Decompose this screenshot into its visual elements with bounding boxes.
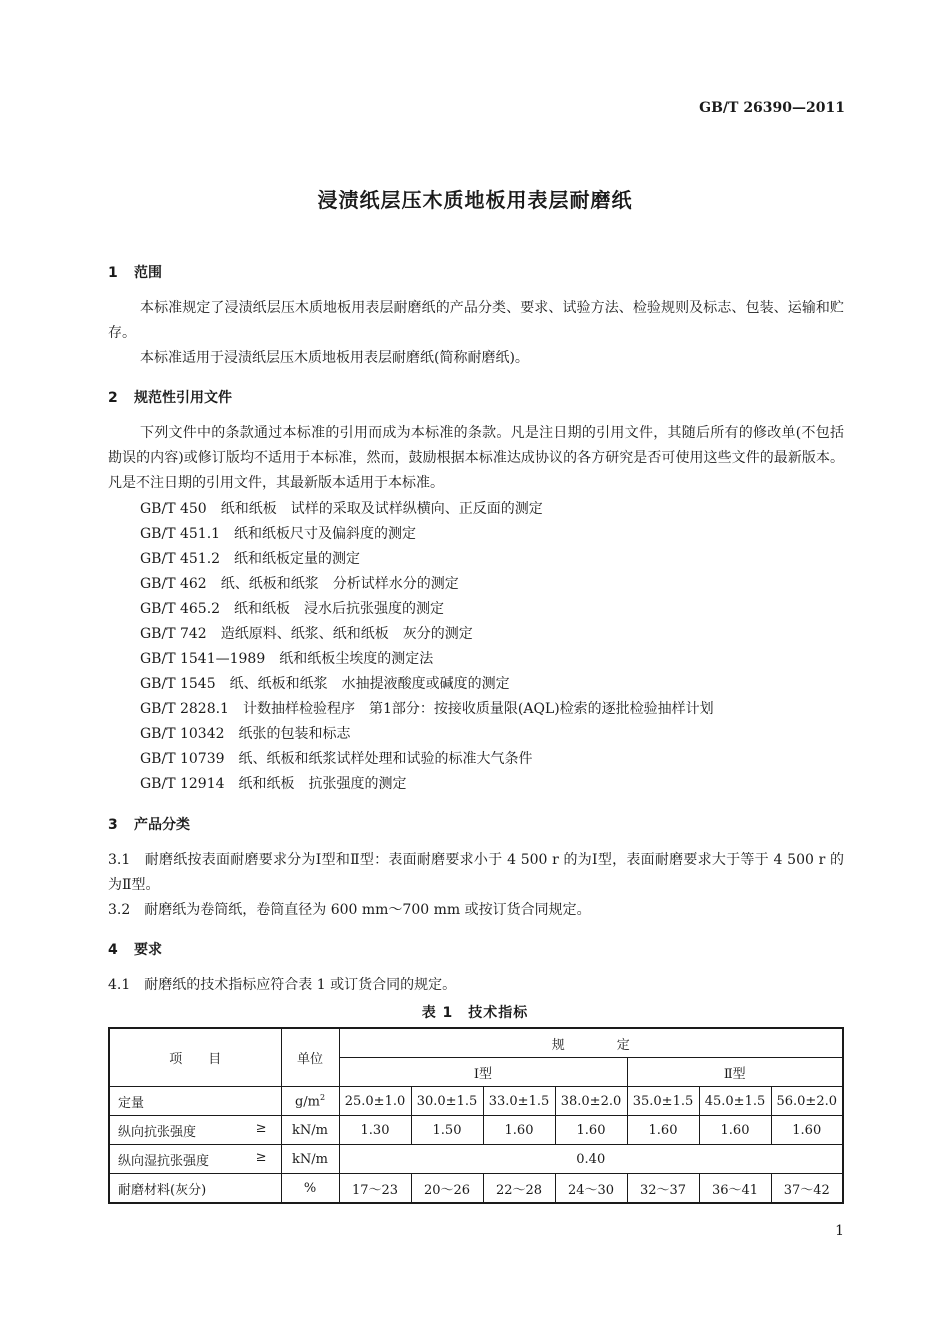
section-title: 规范性引用文件 — [134, 390, 232, 406]
reference-item: GB/T 742 造纸原料、纸浆、纸和纸板 灰分的测定 — [140, 626, 473, 642]
row-item-label: 纵向湿抗张强度 — [118, 1153, 210, 1169]
clause-3-1: 3.1 耐磨纸按表面耐磨要求分为Ⅰ型和Ⅱ型：表面耐磨要求小于 4 500 r 的为Ⅰ型，表面耐磨要求大于等于 4 500 r 的为Ⅱ型。 — [108, 852, 844, 893]
row-unit: kN/m — [281, 1116, 339, 1145]
reference-item: GB/T 10342 纸张的包装和标志 — [140, 726, 351, 742]
row-item-label: 定量 — [118, 1095, 145, 1111]
table-cell: 45.0±1.5 — [699, 1087, 771, 1116]
document-title: 浸渍纸层压木质地板用表层耐磨纸 — [317, 188, 633, 212]
row-item — [109, 1174, 281, 1204]
section-3-heading — [108, 814, 190, 834]
row-item-symbol: ≥ — [255, 1149, 267, 1165]
reference-item: GB/T 465.2 纸和纸板 浸水后抗张强度的测定 — [140, 601, 445, 617]
row-item — [109, 1087, 281, 1116]
table-cell: 56.0±2.0 — [771, 1087, 843, 1116]
header-spec: 规 定 — [339, 1028, 843, 1058]
section-title: 要求 — [134, 942, 162, 958]
table-cell: 36～41 — [699, 1174, 771, 1204]
reference-item: GB/T 12914 纸和纸板 抗张强度的测定 — [140, 776, 407, 792]
table-cell: 24～30 — [555, 1174, 627, 1204]
table-cell: 38.0±2.0 — [555, 1087, 627, 1116]
reference-item: GB/T 450 纸和纸板 试样的采取及试样纵横向、正反面的测定 — [140, 501, 543, 517]
header-item: 项 目 — [109, 1028, 281, 1087]
section-4-heading — [108, 939, 162, 959]
table-cell: 1.60 — [483, 1116, 555, 1145]
table-cell: 20～26 — [411, 1174, 483, 1204]
section-2-heading — [108, 387, 232, 407]
table-cell: 22～28 — [483, 1174, 555, 1204]
reference-item: GB/T 451.2 纸和纸板定量的测定 — [140, 551, 361, 567]
table-cell: 37～42 — [771, 1174, 843, 1204]
section-number: 1 — [108, 265, 118, 281]
row-item — [109, 1145, 281, 1174]
standard-code: GB/T 26390—2011 — [699, 100, 845, 116]
table-cell: 1.30 — [339, 1116, 411, 1145]
row-item — [109, 1116, 281, 1145]
table-cell: 1.60 — [627, 1116, 699, 1145]
reference-item: GB/T 451.1 纸和纸板尺寸及偏斜度的测定 — [140, 526, 417, 542]
header-type-2: Ⅱ型 — [627, 1058, 843, 1087]
table-cell: 30.0±1.5 — [411, 1087, 483, 1116]
clause-4-1: 4.1 耐磨纸的技术指标应符合表 1 或订货合同的规定。 — [108, 977, 457, 993]
reference-item: GB/T 2828.1 计数抽样检验程序 第1部分：按接收质量限(AQL)检索的逐批检验抽样计划 — [140, 701, 714, 717]
header-unit: 单位 — [281, 1028, 339, 1087]
unit-superscript: 2 — [319, 1092, 326, 1102]
section-title: 产品分类 — [134, 817, 190, 833]
row-item-label: 耐磨材料(灰分) — [118, 1182, 207, 1198]
row-item-symbol: ≥ — [255, 1120, 267, 1136]
table-row — [109, 1145, 843, 1174]
table-cell: 25.0±1.0 — [339, 1087, 411, 1116]
section-number: 2 — [108, 390, 118, 406]
reference-item: GB/T 1545 纸、纸板和纸浆 水抽提液酸度或碱度的测定 — [140, 676, 510, 692]
table-cell: 1.60 — [699, 1116, 771, 1145]
table-header-row — [109, 1028, 843, 1058]
table-row — [109, 1174, 843, 1204]
row-unit: % — [281, 1174, 339, 1204]
row-unit — [281, 1087, 339, 1116]
table-row — [109, 1087, 843, 1116]
table-cell: 1.50 — [411, 1116, 483, 1145]
section-2-paragraph-1: 下列文件中的条款通过本标准的引用而成为本标准的条款。凡是注日期的引用文件，其随后所有的修改单(不包括勘误的内容)或修订版均不适用于本标准，然而，鼓励根据本标准达成协议的各方研究是否可使用这些文件的最新版本。凡是不注日期的引用文件，其最新版本适用于本标准。 — [108, 425, 844, 491]
reference-item: GB/T 462 纸、纸板和纸浆 分析试样水分的测定 — [140, 576, 459, 592]
table-cell-merged: 0.40 — [339, 1145, 843, 1174]
section-1-paragraph-2: 本标准适用于浸渍纸层压木质地板用表层耐磨纸(简称耐磨纸)。 — [140, 350, 529, 366]
clause-3-2: 3.2 耐磨纸为卷筒纸，卷筒直径为 600 mm～700 mm 或按订货合同规定。 — [108, 902, 591, 918]
section-number: 4 — [108, 942, 118, 958]
table-cell: 33.0±1.5 — [483, 1087, 555, 1116]
section-1-paragraph-1: 本标准规定了浸渍纸层压木质地板用表层耐磨纸的产品分类、要求、试验方法、检验规则及标志、包装、运输和贮存。 — [108, 300, 844, 341]
table-row — [109, 1116, 843, 1145]
reference-item: GB/T 10739 纸、纸板和纸浆试样处理和试验的标准大气条件 — [140, 751, 533, 767]
page-number: 1 — [835, 1223, 844, 1239]
table-cell: 1.60 — [771, 1116, 843, 1145]
row-item-label: 纵向抗张强度 — [118, 1124, 197, 1140]
table-cell: 32～37 — [627, 1174, 699, 1204]
row-unit: kN/m — [281, 1145, 339, 1174]
technical-spec-table — [108, 1027, 844, 1204]
table-cell: 35.0±1.5 — [627, 1087, 699, 1116]
section-number: 3 — [108, 817, 118, 833]
table-caption: 表 1 技术指标 — [421, 1005, 529, 1021]
reference-item: GB/T 1541—1989 纸和纸板尘埃度的测定法 — [140, 651, 434, 667]
table-cell: 17～23 — [339, 1174, 411, 1204]
header-type-1: Ⅰ型 — [339, 1058, 627, 1087]
section-title: 范围 — [134, 265, 162, 281]
unit-text: g/m — [294, 1094, 320, 1110]
table-cell: 1.60 — [555, 1116, 627, 1145]
section-1-heading — [108, 262, 162, 282]
